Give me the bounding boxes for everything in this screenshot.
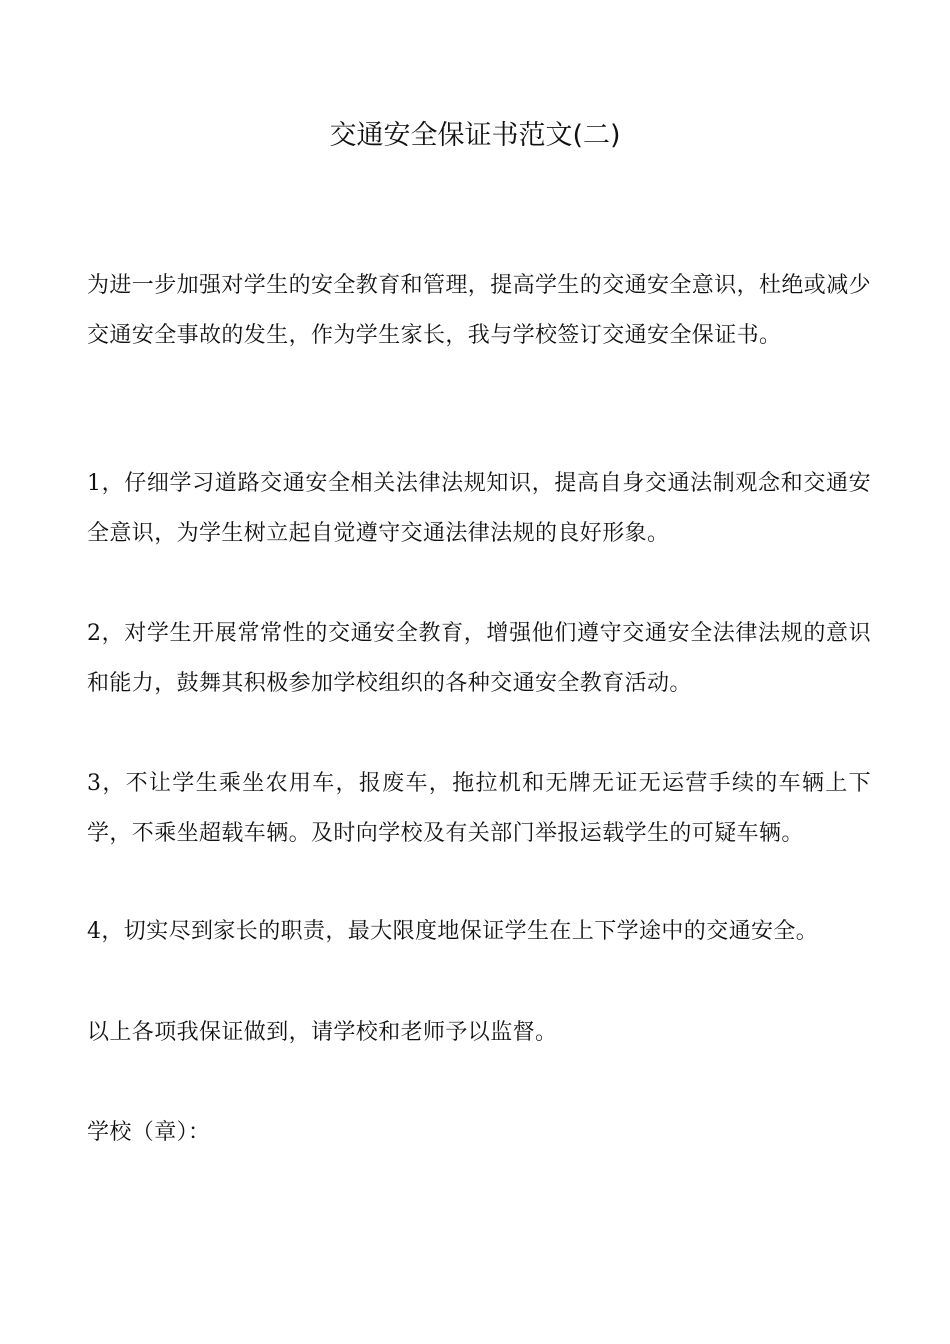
- item-1-paragraph: 1，仔细学习道路交通安全相关法律法规知识，提高自身交通法制观念和交通安全意识，为学生树立起自觉遵守交通法律法规的良好形象。: [87, 471, 871, 546]
- intro-paragraph: 为进一步加强对学生的安全教育和管理，提高学生的交通安全意识，杜绝或减少交通安全事故的发生，作为学生家长，我与学校签订交通安全保证书。: [87, 273, 872, 348]
- item-4-paragraph: 4，切实尽到家长的职责，最大限度地保证学生在上下学途中的交通安全。: [87, 919, 819, 944]
- item-2-paragraph: 2，对学生开展常常性的交通安全教育，增强他们遵守交通安全法律法规的意识和能力，鼓舞其积极参加学校组织的各种交通安全教育活动。: [87, 621, 871, 696]
- school-stamp-label: 学校（章）：: [87, 1120, 211, 1145]
- closing-paragraph: 以上各项我保证做到，请学校和老师予以监督。: [87, 1020, 558, 1045]
- document-title: 交通安全保证书范文(二): [329, 120, 621, 151]
- item-3-paragraph: 3，不让学生乘坐农用车，报废车，拖拉机和无牌无证无运营手续的车辆上下学，不乘坐超载车辆。及时向学校及有关部门举报运载学生的可疑车辆。: [87, 771, 871, 846]
